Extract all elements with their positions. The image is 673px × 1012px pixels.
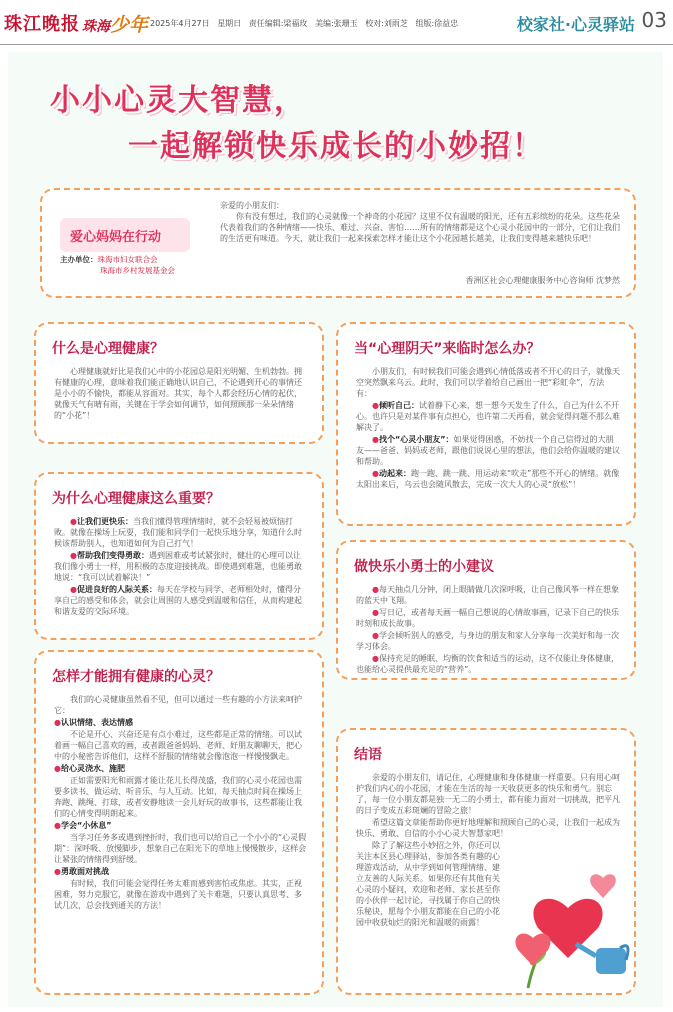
list-item-heading: 倾听自己： (378, 401, 419, 410)
section-title: 什么是心理健康？ (52, 341, 164, 357)
proofreader-credit: 校对:刘雨芝 (365, 19, 408, 28)
section-body (338, 576, 634, 675)
bullet-icon: ● (54, 867, 61, 876)
bullet-icon: ● (372, 654, 379, 663)
sponsor-org-1: 珠海市妇女联合会 (97, 255, 158, 264)
page-headline (50, 78, 544, 170)
list-item-heading: 帮助我们变得勇敢： (76, 551, 149, 560)
headline-line-2: 一起解锁快乐成长的小妙招！ (128, 129, 544, 164)
list-item (356, 630, 620, 652)
bullet-icon: ● (54, 764, 61, 773)
section-why-important (34, 472, 324, 640)
campaign-badge (60, 218, 190, 252)
bullet-icon: ● (372, 631, 379, 640)
intro-paragraph: 你有没有想过，我们的心灵就像一个神奇的小花园？这里不仅有温暖的阳光，还有五彩缤纷的花朵。这些花朵代表着我们的各种情绪——快乐、难过、兴奋、害怕……所有的情绪都是这个心灵小花园中的一部分，它们让我们的生活更有味道。今天，就让我们一起来探索怎样才能让这个小花园越长越美，让我们变得越来越快乐吧！ (220, 212, 620, 243)
sponsor-org-2: 珠海市乡村发展基金会 (100, 266, 175, 275)
heart-icon (516, 934, 551, 966)
layout-credit: 组版:徐益忠 (415, 19, 459, 28)
list-item-text: 每天在学校与同学、老师相处时，懂得分享自己的感受和体会，就会让周围的人感受到温暖和信任，从而构建起和谐友爱的交际环境。 (54, 585, 302, 616)
newspaper-masthead: 珠江晚报 (4, 14, 80, 35)
section-body (36, 686, 322, 911)
bullet-icon: ● (372, 608, 379, 617)
bullet-icon: ● (372, 585, 379, 594)
list-item-text: 有时候，我们可能会觉得任务太难而感到害怕或焦虑。其实，正视困难，努力克服它，就像在游戏中遇到了关卡难题，只要认真思考、多试几次，总会找到通关的方法！ (54, 879, 302, 910)
section-paragraph: 心理健康就好比是我们心中的小花园总是阳光明媚、生机勃勃。拥有健康的心理，意味着我们能正确地认识自己，不论遇到开心的事情还是小小的不愉快，都能从容面对。其实，每个人都会经历心情的起伏，就像天气有晴有雨，关键在于学会如何调节，如何照顾那一朵朵情绪的“小花”！ (54, 367, 302, 420)
list-item-heading: 找个“心灵小朋友”： (378, 435, 454, 444)
issue-weekday: 星期日 (217, 19, 242, 28)
author-signature: 香洲区社会心理健康服务中心咨询师 沈梦然 (465, 276, 620, 285)
bullet-icon: ● (54, 718, 61, 727)
section-title: 做快乐小勇士的小建议 (354, 559, 494, 575)
list-item-heading: 让我们更快乐： (76, 517, 133, 526)
list-item-text: 跑一跑、跳一跳、用运动来“吹走”那些不开心的情绪。就像太阳出来后，乌云也会随风散去，完成一次大人的心灵“放松”！ (356, 469, 620, 489)
list-item (356, 434, 620, 467)
section-tips (336, 540, 636, 680)
section-body (36, 508, 322, 617)
list-item (356, 468, 620, 490)
hearts-watering-can-illustration (508, 848, 636, 994)
section-paragraph: 除了了解这些小妙招之外，你还可以关注本区县心理驿站，参加各类有趣的心理游戏活动，从中学到如何管理情绪、建立友善的人际关系。如果你还有其他有关心灵的小疑问，欢迎和老师、家长甚至你的小伙伴一起讨论，寻找属于你自己的快乐秘诀，愿每个小朋友都能在自己的小花园中收获灿烂的阳光和温暖的雨露！ (356, 841, 500, 927)
sponsor-block (60, 254, 175, 276)
issue-date: 2025年4月27日 (150, 19, 210, 28)
list-item-heading-row (54, 820, 308, 831)
list-item (356, 584, 620, 606)
section-lead: 小朋友们，有时候我们可能会遇到心情低落或者不开心的日子，就像天空突然飘来乌云。此时，我们可以学着给自己画出一把“彩虹伞”，方法有： (356, 367, 620, 398)
list-item-text: 写日记，或者每天画一幅自己想说的心情故事画，记录下自己的快乐时刻和成长故事。 (356, 608, 619, 628)
list-item-heading: 动起来： (378, 469, 411, 478)
list-item-heading: 勇敢面对挑战 (60, 867, 109, 876)
intro-text (220, 200, 620, 244)
section-title: 为什么心理健康这么重要？ (52, 491, 220, 507)
bullet-icon: ● (372, 469, 379, 478)
section-what-is (34, 322, 324, 444)
section-cloudy-day (336, 322, 636, 526)
page-number: 03 (641, 8, 667, 32)
art-editor-credit: 美编:张珊玉 (314, 19, 358, 28)
section-lead: 我们的心灵健康虽然看不见，但可以通过一些有趣的小方法来呵护它： (54, 695, 302, 715)
list-item-heading-row (54, 763, 308, 774)
list-item (54, 584, 308, 617)
list-item-text: 保持充足的睡眠、均衡的饮食和适当的运动，这不仅能让身体健康，也能给心灵提供最充足的“营养”。 (356, 654, 619, 674)
list-item-text: 不论是开心、兴奋还是有点小难过，这些都是正常的情绪。可以试着画一幅自己喜欢的画，或者跟爸爸妈妈、老师、好朋友聊聊天，把心中的小秘密告诉他们，这样不舒服的情绪就会像泡泡一样慢慢飘走。 (54, 730, 302, 761)
page-header (0, 0, 673, 45)
list-item-heading-row (54, 717, 308, 728)
list-item-heading: 学会“小休息” (60, 821, 112, 830)
section-body (36, 358, 322, 421)
supplement-name-a: 珠海 (82, 19, 110, 35)
list-item-text: 如果觉得困惑，不妨找一个自己信得过的大朋友——爸爸、妈妈或老师，跟他们说说心里的想法，他们会给你温暖的建议和帮助。 (356, 435, 620, 466)
editor-credit: 责任编辑:梁福玫 (248, 19, 308, 28)
section-title: 怎样才能拥有健康的心灵？ (52, 669, 220, 685)
section-paragraph: 亲爱的小朋友们，请记住，心理健康和身体健康一样重要。只有用心呵护我们内心的小花园，才能在生活的每一天收获更多的快乐和勇气。别忘了，每一位小朋友都是独一无二的小勇士，都有能力面对一切挑战，把平凡的日子变成五彩斑斓的冒险之旅！ (356, 773, 620, 815)
list-item-text: 每天抽点几分钟，闭上眼睛做几次深呼吸，让自己像风筝一样在想象的蓝天中飞翔。 (356, 585, 619, 605)
list-item (356, 607, 620, 629)
section-name: 校家社·心灵驿站 (516, 15, 635, 34)
section-body (338, 358, 634, 490)
sponsor-label: 主办单位： (60, 255, 98, 264)
list-item (54, 550, 308, 583)
section-conclusion (336, 728, 636, 995)
list-item-text: 当我们懂得管理情绪时，就不会轻易被烦恼打败。就像在操场上玩耍，我们能和同学们一起快乐地分享，知道什么时候该帮助别人，也知道如何为自己打气！ (54, 517, 302, 548)
campaign-badge-label: 爱心妈妈在行动 (70, 230, 162, 245)
bullet-icon: ● (54, 821, 61, 830)
supplement-logo (82, 10, 148, 37)
intro-box (40, 188, 636, 298)
section-paragraph: 希望这篇文章能帮助你更好地理解和照顾自己的心灵，让我们一起成为快乐、勇敢、自信的小小心灵大智慧家吧！ (356, 818, 620, 838)
list-item-heading: 认识情绪、表达情感 (60, 718, 133, 727)
list-item-text: 当学习任务多或遇到挫折时，我们也可以给自己一个小小的“心灵假期”：深呼吸、放慢脚步，想象自己在阳光下的草地上慢慢散步，这样会让紧张的情绪得到舒缓。 (54, 833, 307, 864)
list-item-text: 正如需要阳光和雨露才能让花儿长得茂盛，我们的心灵小花园也需要多读书、做运动、听音乐、与人互动。比如，每天抽点时间在操场上奔跑、跳绳、打球，或者安静地读一会儿好玩的故事书，这些都能让我们的心情变得明朗起来。 (54, 776, 302, 818)
section-title: 结语 (354, 747, 382, 763)
section-title: 当“心理阴天”来临时怎么办？ (354, 341, 541, 357)
headline-line-1: 小小心灵大智慧， (50, 83, 306, 118)
bullet-icon: ● (70, 551, 77, 560)
list-item (356, 400, 620, 433)
list-item-text: 试着静下心来，想一想今天发生了什么，自己为什么不开心。也许只是对某件事有点担心，也许第二天再看，就会觉得问题不那么难解决了。 (356, 401, 620, 432)
list-item (54, 516, 308, 549)
list-item-heading: 促进良好的人际关系： (76, 585, 157, 594)
list-item-heading: 给心灵浇水、施肥 (60, 764, 125, 773)
bullet-icon: ● (372, 401, 379, 410)
list-item-heading-row (54, 866, 308, 877)
bullet-icon: ● (70, 517, 77, 526)
list-item (356, 653, 620, 675)
section-how-to (34, 650, 324, 995)
intro-greeting: 亲爱的小朋友们： (220, 201, 284, 210)
list-item-text: 学会倾听别人的感受，与身边的朋友和家人分享每一次美好和每一次学习体会。 (356, 631, 619, 651)
watering-can-icon (576, 944, 628, 974)
heart-icon (590, 874, 616, 898)
issue-info (150, 18, 463, 29)
supplement-name-b: 少年 (110, 14, 149, 36)
bullet-icon: ● (70, 585, 77, 594)
list-item-text: 遇到困难或考试紧张时，健壮的心理可以让我们像小勇士一样，用积极的态度迎接挑战。即使遇到难题，也能勇敢地说：“我可以试着解决！” (54, 551, 302, 582)
bullet-icon: ● (372, 435, 379, 444)
